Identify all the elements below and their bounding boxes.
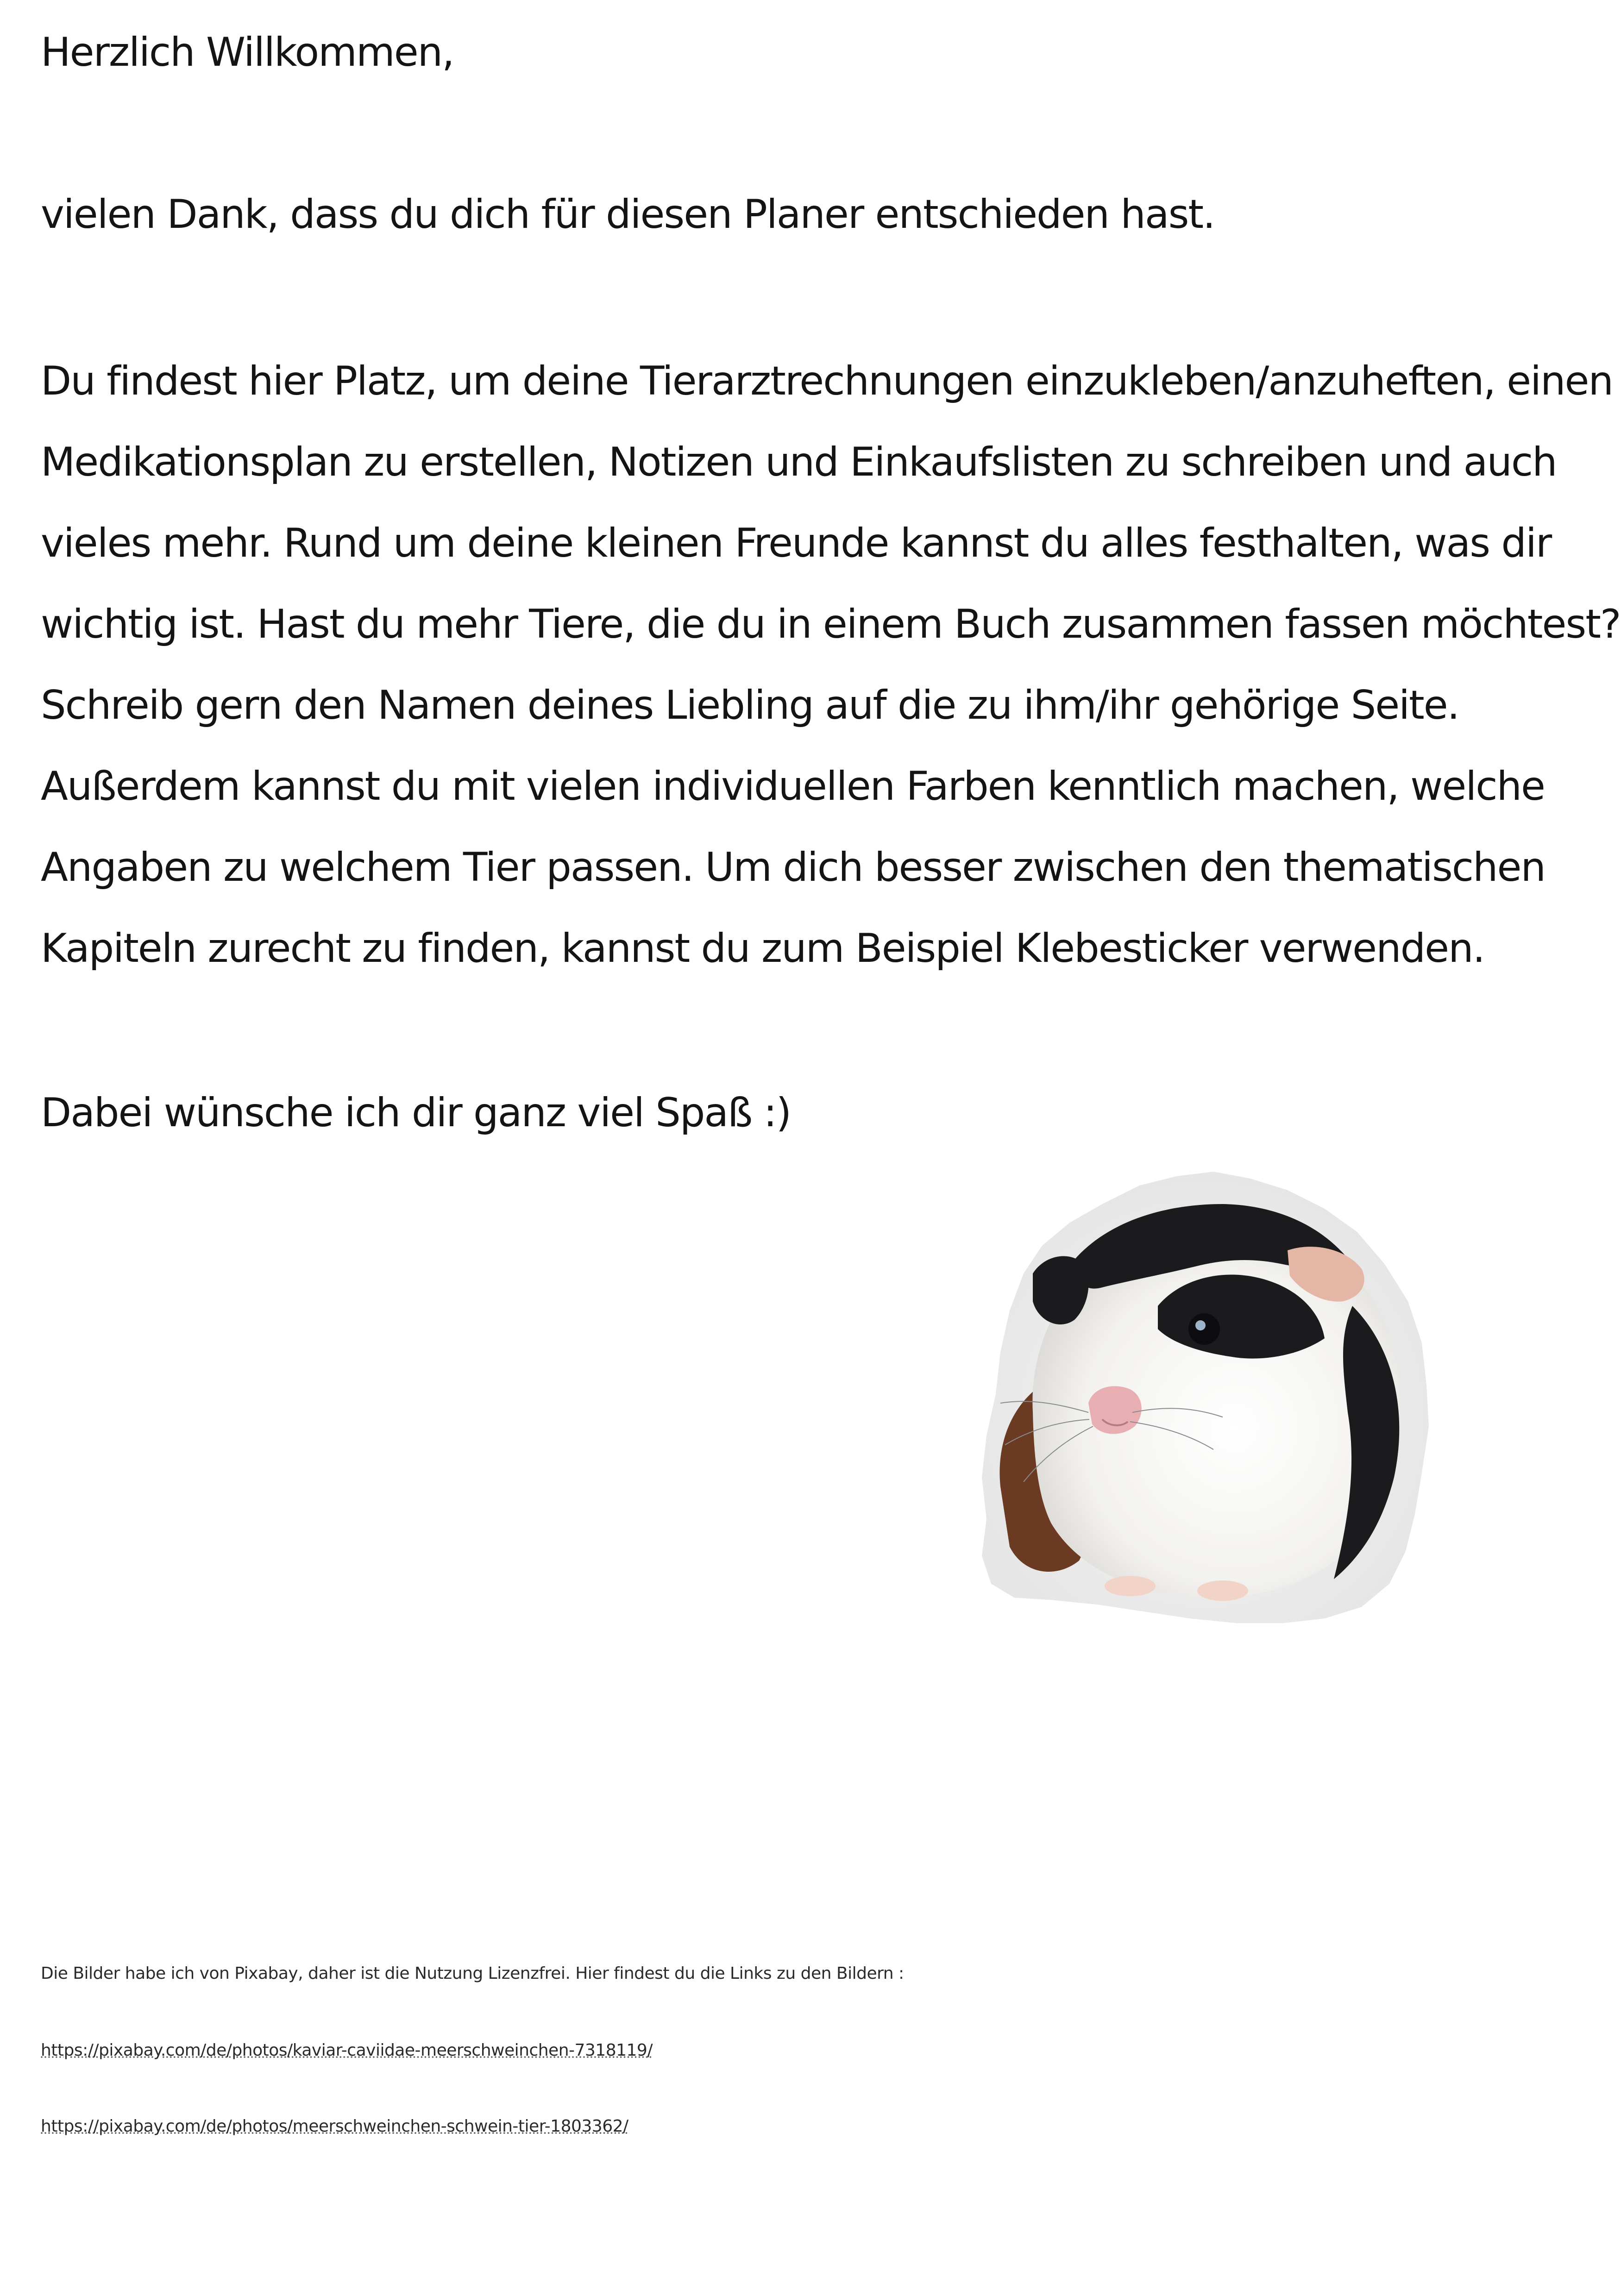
front-paw-left (1105, 1576, 1156, 1596)
paragraph-line: wichtig ist. Hast du mehr Tiere, die du in einem Buch zusammen fassen möchtest? (41, 601, 1621, 647)
greeting-heading: Herzlich Willkommen, (41, 29, 454, 75)
front-paw-right (1197, 1581, 1248, 1601)
image-credit-note: Die Bilder habe ich von Pixabay, daher ist die Nutzung Lizenzfrei. Hier findest du die Links zu den Bildern : (41, 1964, 904, 1983)
paragraph-line: Kapiteln zurecht zu finden, kannst du zum Beispiel Klebesticker verwenden. (41, 925, 1484, 972)
nose (1088, 1386, 1142, 1434)
closing-line: Dabei wünsche ich dir ganz viel Spaß :) (41, 1090, 791, 1136)
paragraph-line: Medikationsplan zu erstellen, Notizen und Einkaufslisten zu schreiben und auch (41, 439, 1557, 485)
eye-highlight (1195, 1320, 1206, 1330)
eye (1188, 1313, 1220, 1345)
paragraph-line: vieles mehr. Rund um deine kleinen Freunde kannst du alles festhalten, was dir (41, 520, 1552, 566)
paragraph-line: Schreib gern den Namen deines Liebling auf die zu ihm/ihr gehörige Seite. (41, 682, 1459, 728)
paragraph-line: Angaben zu welchem Tier passen. Um dich besser zwischen den thematischen (41, 844, 1545, 891)
thanks-line: vielen Dank, dass du dich für diesen Planer entschieden hast. (41, 191, 1215, 238)
image-link-1[interactable]: https://pixabay.com/de/photos/kaviar-caviidae-meerschweinchen-7318119/ (41, 2041, 653, 2060)
guinea-pig-image (963, 1153, 1454, 1639)
image-link-2[interactable]: https://pixabay.com/de/photos/meerschweinchen-schwein-tier-1803362/ (41, 2117, 628, 2136)
paragraph-line: Außerdem kannst du mit vielen individuellen Farben kenntlich machen, welche (41, 763, 1545, 809)
paragraph-line: Du findest hier Platz, um deine Tierarztrechnungen einzukleben/anzuheften, einen (41, 358, 1613, 404)
